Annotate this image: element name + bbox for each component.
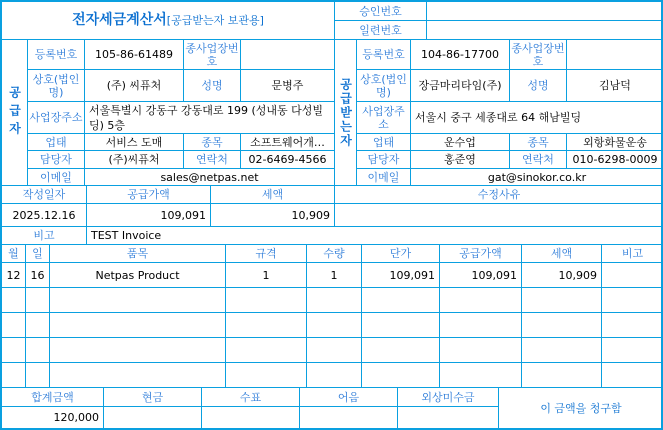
total-header: 합계금액 <box>2 388 104 407</box>
item-cell-unit-price <box>362 313 440 338</box>
item-cell-item <box>50 313 226 338</box>
item-cell-note <box>602 263 663 288</box>
item-cell-day <box>26 288 50 313</box>
title-text: 전자세금계산서 <box>72 12 167 28</box>
supplier-name-label: 상호(법인명) <box>28 70 85 102</box>
item-cell-supply <box>440 313 522 338</box>
supplier-manager: (주)씨퓨처 <box>85 151 184 169</box>
item-cell-month <box>2 363 26 388</box>
note-label: 비고 <box>2 227 87 245</box>
bill-header: 어음 <box>300 388 398 407</box>
supplier-sub-biz <box>241 40 335 70</box>
receiver-biz-type: 운수업 <box>411 134 510 151</box>
supplier-biz-item-label: 종목 <box>184 134 241 151</box>
item-cell-item <box>50 338 226 363</box>
item-cell-item <box>50 363 226 388</box>
item-cell-qty <box>307 338 362 363</box>
col-day: 일 <box>26 245 50 263</box>
item-cell-note <box>602 313 663 338</box>
receiver-biz-item: 외항화물운송 <box>567 134 663 151</box>
item-cell-spec: 1 <box>226 263 307 288</box>
col-tax: 세액 <box>522 245 602 263</box>
date-header: 작성일자 <box>2 186 87 204</box>
item-cell-qty <box>307 313 362 338</box>
supplier-manager-label: 담당자 <box>28 151 85 169</box>
receiver-manager-label: 담당자 <box>357 151 411 169</box>
claim-text: 이 금액을 청구함 <box>540 401 622 415</box>
item-cell-tax: 10,909 <box>522 263 602 288</box>
receiver-biz-type-label: 업태 <box>357 134 411 151</box>
item-cell-supply: 109,091 <box>440 263 522 288</box>
receiver-name-label: 상호(법인명) <box>357 70 411 102</box>
item-cell-note <box>602 288 663 313</box>
modify-reason-value <box>335 204 663 227</box>
receiver-reg-no-label: 등록번호 <box>357 40 411 70</box>
receiver-reg-no: 104-86-17700 <box>411 40 510 70</box>
total-value: 120,000 <box>2 407 104 428</box>
supplier-contact-label: 연락처 <box>184 151 241 169</box>
credit-value <box>398 407 499 428</box>
receiver-name: 장금마리타임(주) <box>411 70 510 102</box>
item-cell-spec <box>226 313 307 338</box>
approval-no-value <box>427 2 663 21</box>
supplier-biz-type: 서비스 도매 <box>85 134 184 151</box>
item-cell-item <box>50 288 226 313</box>
receiver-email: gat@sinokor.co.kr <box>411 169 663 186</box>
receiver-address: 서울시 중구 세종대로 64 해남빌딩 <box>411 102 663 134</box>
col-unit-price: 단가 <box>362 245 440 263</box>
item-cell-unit-price <box>362 288 440 313</box>
item-cell-spec <box>226 288 307 313</box>
item-cell-supply <box>440 288 522 313</box>
serial-no-label: 일련번호 <box>335 21 427 40</box>
receiver-rep-label: 성명 <box>510 70 567 102</box>
supplier-email: sales@netpas.net <box>85 169 335 186</box>
supplier-address: 서울특별시 강동구 강동대로 199 (성내동 다성빌딩) 5층 <box>85 102 335 134</box>
date-value: 2025.12.16 <box>2 204 87 227</box>
item-cell-qty: 1 <box>307 263 362 288</box>
item-cell-spec <box>226 363 307 388</box>
item-cell-note <box>602 338 663 363</box>
item-cell-unit-price <box>362 338 440 363</box>
item-cell-tax <box>522 313 602 338</box>
subtitle-text: [공급받는자 보관용] <box>166 14 264 27</box>
note-value: TEST Invoice <box>87 227 663 245</box>
item-cell-day <box>26 338 50 363</box>
receiver-side-text: 공급받는자 <box>338 77 353 148</box>
receiver-side-label <box>335 40 357 186</box>
supplier-side-label <box>2 40 28 186</box>
item-cell-item: Netpas Product <box>50 263 226 288</box>
col-item: 품목 <box>50 245 226 263</box>
col-spec: 규격 <box>226 245 307 263</box>
item-cell-day <box>26 313 50 338</box>
supplier-reg-no-label: 등록번호 <box>28 40 85 70</box>
tax-header: 세액 <box>211 186 335 204</box>
item-cell-tax <box>522 288 602 313</box>
col-month: 월 <box>2 245 26 263</box>
supplier-biz-item: 소프트웨어개… <box>241 134 335 151</box>
item-cell-month <box>2 313 26 338</box>
receiver-contact-label: 연락처 <box>510 151 567 169</box>
receiver-sub-biz <box>567 40 663 70</box>
receiver-manager: 홍준영 <box>411 151 510 169</box>
receiver-sub-biz-label: 종사업장번호 <box>510 40 567 70</box>
item-cell-note <box>602 363 663 388</box>
receiver-email-label: 이메일 <box>357 169 411 186</box>
col-supply: 공급가액 <box>440 245 522 263</box>
item-cell-spec <box>226 338 307 363</box>
item-cell-month: 12 <box>2 263 26 288</box>
check-header: 수표 <box>202 388 300 407</box>
receiver-rep: 김남덕 <box>567 70 663 102</box>
supplier-name: (주) 씨퓨처 <box>85 70 184 102</box>
cash-value <box>104 407 202 428</box>
item-cell-day: 16 <box>26 263 50 288</box>
cash-header: 현금 <box>104 388 202 407</box>
item-cell-supply <box>440 338 522 363</box>
supplier-rep: 문병주 <box>241 70 335 102</box>
item-cell-supply <box>440 363 522 388</box>
supplier-rep-label: 성명 <box>184 70 241 102</box>
col-note: 비고 <box>602 245 663 263</box>
receiver-address-label: 사업장주소 <box>357 102 411 134</box>
supply-amount-value: 109,091 <box>87 204 211 227</box>
supply-amount-header: 공급가액 <box>87 186 211 204</box>
item-cell-unit-price: 109,091 <box>362 263 440 288</box>
tax-value: 10,909 <box>211 204 335 227</box>
credit-header: 외상미수금 <box>398 388 499 407</box>
receiver-biz-item-label: 종목 <box>510 134 567 151</box>
supplier-biz-type-label: 업태 <box>28 134 85 151</box>
receiver-contact: 010-6298-0009 <box>567 151 663 169</box>
bill-value <box>300 407 398 428</box>
item-cell-qty <box>307 288 362 313</box>
col-qty: 수량 <box>307 245 362 263</box>
supplier-side-text: 공급자 <box>7 85 22 140</box>
item-cell-unit-price <box>362 363 440 388</box>
supplier-address-label: 사업장주소 <box>28 102 85 134</box>
supplier-email-label: 이메일 <box>28 169 85 186</box>
item-cell-day <box>26 363 50 388</box>
serial-no-value <box>427 21 663 40</box>
supplier-sub-biz-label: 종사업장번호 <box>184 40 241 70</box>
item-cell-tax <box>522 363 602 388</box>
item-cell-month <box>2 338 26 363</box>
supplier-contact: 02-6469-4566 <box>241 151 335 169</box>
item-cell-month <box>2 288 26 313</box>
invoice-title <box>2 2 335 40</box>
item-cell-qty <box>307 363 362 388</box>
check-value <box>202 407 300 428</box>
supplier-reg-no: 105-86-61489 <box>85 40 184 70</box>
approval-no-label: 승인번호 <box>335 2 427 21</box>
item-cell-tax <box>522 338 602 363</box>
modify-reason-header: 수정사유 <box>335 186 663 204</box>
